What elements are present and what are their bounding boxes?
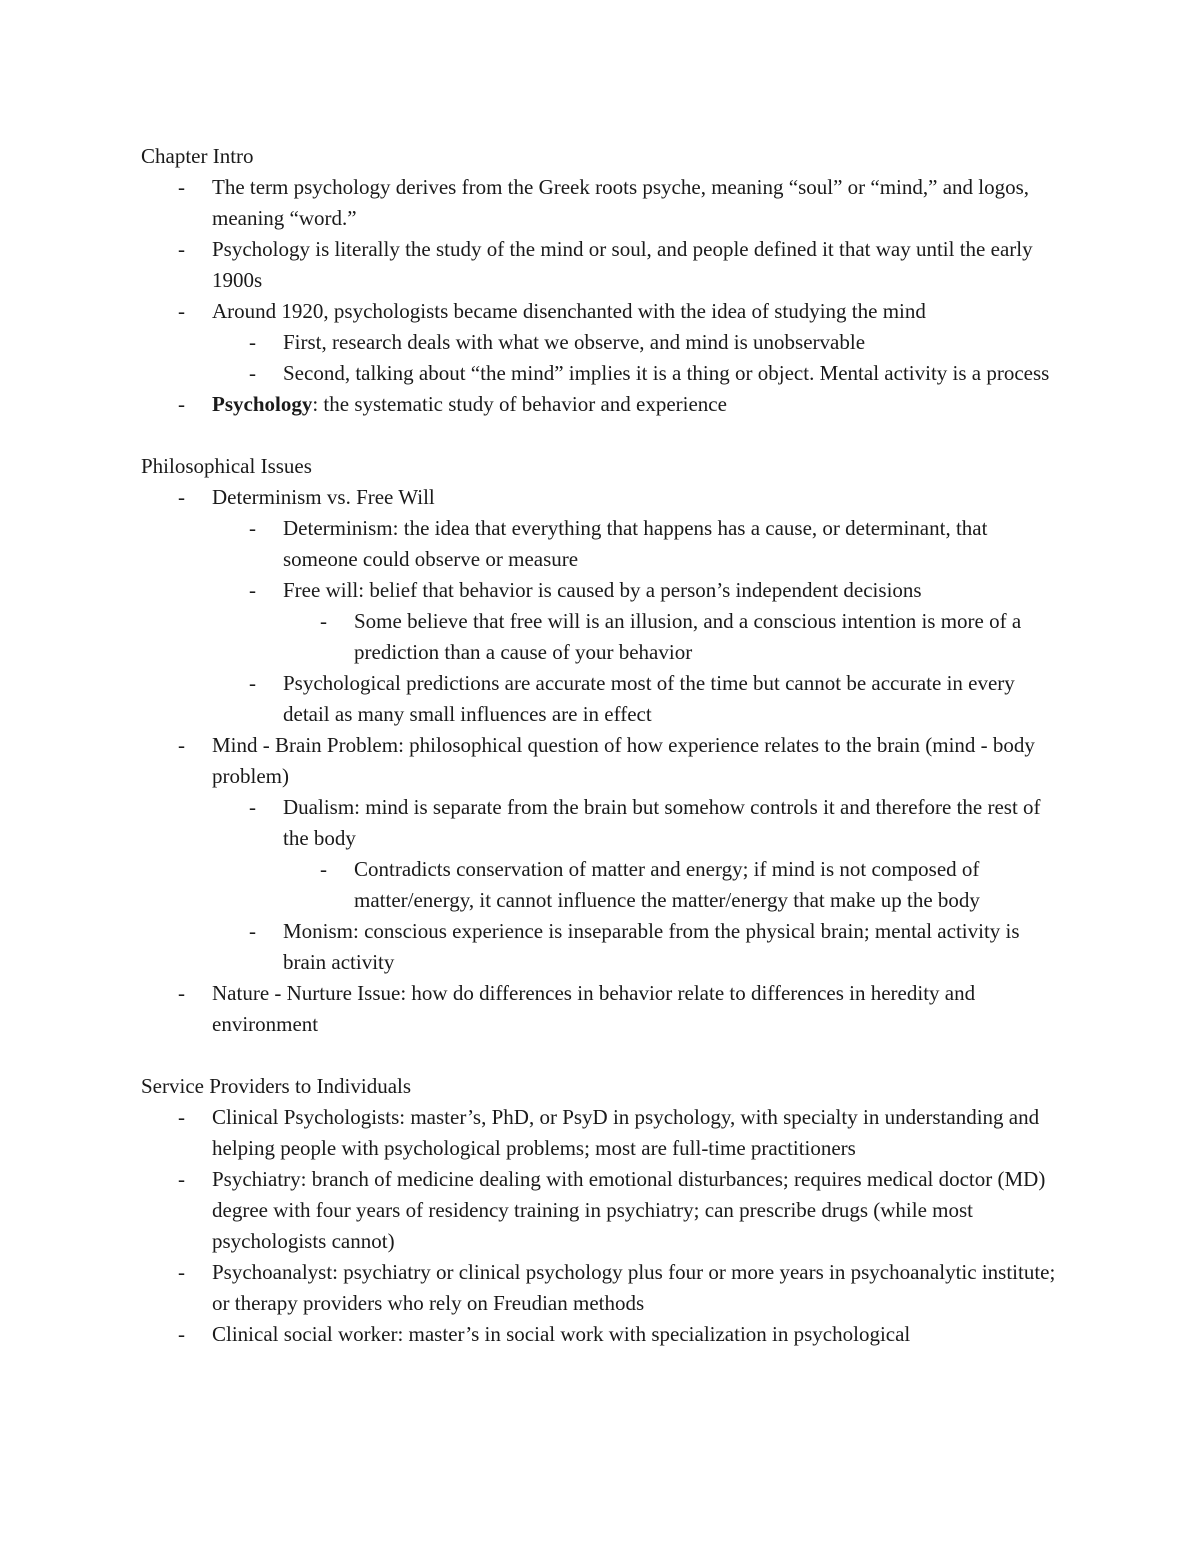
bullet-dash: - bbox=[249, 516, 256, 540]
bullet-dash: - bbox=[249, 578, 256, 602]
bullet-dash: - bbox=[178, 733, 185, 757]
document-page bbox=[141, 141, 1066, 1350]
list-item bbox=[212, 513, 1066, 575]
list-item bbox=[141, 482, 1066, 730]
list-item bbox=[212, 358, 1066, 389]
list-item bbox=[212, 668, 1066, 730]
list-item-text bbox=[212, 389, 1066, 420]
list-item bbox=[212, 916, 1066, 978]
bullet-dash: - bbox=[178, 392, 185, 416]
section-philosophical-issues bbox=[141, 451, 1066, 1040]
list-item-text: Clinical Psychologists: master’s, PhD, or PsyD in psychology, with specialty in understanding and helping people with psychological problems; most are full-time practitioners bbox=[212, 1105, 1040, 1160]
list-item bbox=[141, 1164, 1066, 1257]
defined-term: Psychology bbox=[212, 392, 313, 416]
section-heading: Philosophical Issues bbox=[141, 454, 312, 478]
list-item bbox=[283, 606, 1066, 668]
list-item-text: Determinism vs. Free Will bbox=[212, 485, 435, 509]
list-item-text: Dualism: mind is separate from the brain but somehow controls it and therefore the rest of the body bbox=[283, 795, 1041, 850]
list-item bbox=[212, 575, 1066, 668]
sub-list bbox=[212, 792, 1066, 978]
list-item bbox=[283, 854, 1066, 916]
bullet-dash: - bbox=[249, 361, 256, 385]
bullet-dash: - bbox=[249, 671, 256, 695]
sub-list bbox=[212, 513, 1066, 730]
sub-list bbox=[283, 606, 1066, 668]
bullet-list bbox=[141, 482, 1066, 1040]
list-item-text: First, research deals with what we observe, and mind is unobservable bbox=[283, 330, 866, 354]
sub-list bbox=[212, 327, 1066, 389]
bullet-dash: - bbox=[178, 1260, 185, 1284]
bullet-dash: - bbox=[178, 1322, 185, 1346]
section-chapter-intro bbox=[141, 141, 1066, 420]
bullet-list bbox=[141, 172, 1066, 420]
list-item-text: Psychoanalyst: psychiatry or clinical psychology plus four or more years in psychoanalytic institute; or therapy providers who rely on Freudian methods bbox=[212, 1260, 1056, 1315]
bullet-dash: - bbox=[320, 857, 327, 881]
bullet-dash: - bbox=[249, 795, 256, 819]
list-item bbox=[141, 1257, 1066, 1319]
list-item bbox=[212, 792, 1066, 916]
list-item-text: Around 1920, psychologists became disenchanted with the idea of studying the mind bbox=[212, 299, 926, 323]
bullet-dash: - bbox=[249, 330, 256, 354]
list-item bbox=[141, 389, 1066, 420]
list-item-text: Clinical social worker: master’s in social work with specialization in psychological bbox=[212, 1322, 911, 1346]
bullet-dash: - bbox=[178, 1105, 185, 1129]
bullet-dash: - bbox=[249, 919, 256, 943]
section-service-providers bbox=[141, 1071, 1066, 1350]
list-item bbox=[212, 327, 1066, 358]
bullet-dash: - bbox=[178, 981, 185, 1005]
bullet-dash: - bbox=[178, 485, 185, 509]
section-heading: Service Providers to Individuals bbox=[141, 1074, 412, 1098]
list-item-text: Nature - Nurture Issue: how do differences in behavior relate to differences in heredity and environment bbox=[212, 981, 976, 1036]
bullet-dash: - bbox=[178, 175, 185, 199]
list-item bbox=[141, 978, 1066, 1040]
list-item bbox=[141, 296, 1066, 389]
bullet-dash: - bbox=[320, 609, 327, 633]
list-item-text: Psychology is literally the study of the mind or soul, and people defined it that way until the early 1900s bbox=[212, 237, 1033, 292]
list-item-text: Free will: belief that behavior is caused by a person’s independent decisions bbox=[283, 578, 922, 602]
bullet-list bbox=[141, 1102, 1066, 1350]
list-item bbox=[141, 1319, 1066, 1350]
list-item-text: The term psychology derives from the Greek roots psyche, meaning “soul” or “mind,” and logos, meaning “word.” bbox=[212, 175, 1030, 230]
list-item-text: Some believe that free will is an illusion, and a conscious intention is more of a prediction than a cause of your behavior bbox=[354, 609, 1022, 664]
list-item bbox=[141, 234, 1066, 296]
list-item bbox=[141, 1102, 1066, 1164]
list-item-text: Psychiatry: branch of medicine dealing with emotional disturbances; requires medical doctor (MD) degree with four years of residency training in psychiatry; can prescribe drugs (while most psychologists cannot) bbox=[212, 1167, 1046, 1253]
bullet-dash: - bbox=[178, 1167, 185, 1191]
list-item-text: Determinism: the idea that everything that happens has a cause, or determinant, that someone could observe or measure bbox=[283, 516, 988, 571]
list-item bbox=[141, 172, 1066, 234]
sub-list bbox=[283, 854, 1066, 916]
bullet-dash: - bbox=[178, 237, 185, 261]
list-item-text: Contradicts conservation of matter and energy; if mind is not composed of matter/energy, it cannot influence the matter/energy that make up the body bbox=[354, 857, 980, 912]
list-item-text: Mind - Brain Problem: philosophical question of how experience relates to the brain (mind - body problem) bbox=[212, 733, 1035, 788]
section-heading: Chapter Intro bbox=[141, 144, 254, 168]
bullet-dash: - bbox=[178, 299, 185, 323]
list-item bbox=[141, 730, 1066, 978]
definition-text: : the systematic study of behavior and experience bbox=[312, 392, 727, 416]
list-item-text: Monism: conscious experience is inseparable from the physical brain; mental activity is brain activity bbox=[283, 919, 1020, 974]
list-item-text: Second, talking about “the mind” implies it is a thing or object. Mental activity is a process bbox=[283, 361, 1050, 385]
list-item-text: Psychological predictions are accurate most of the time but cannot be accurate in every detail as many small influences are in effect bbox=[283, 671, 1015, 726]
